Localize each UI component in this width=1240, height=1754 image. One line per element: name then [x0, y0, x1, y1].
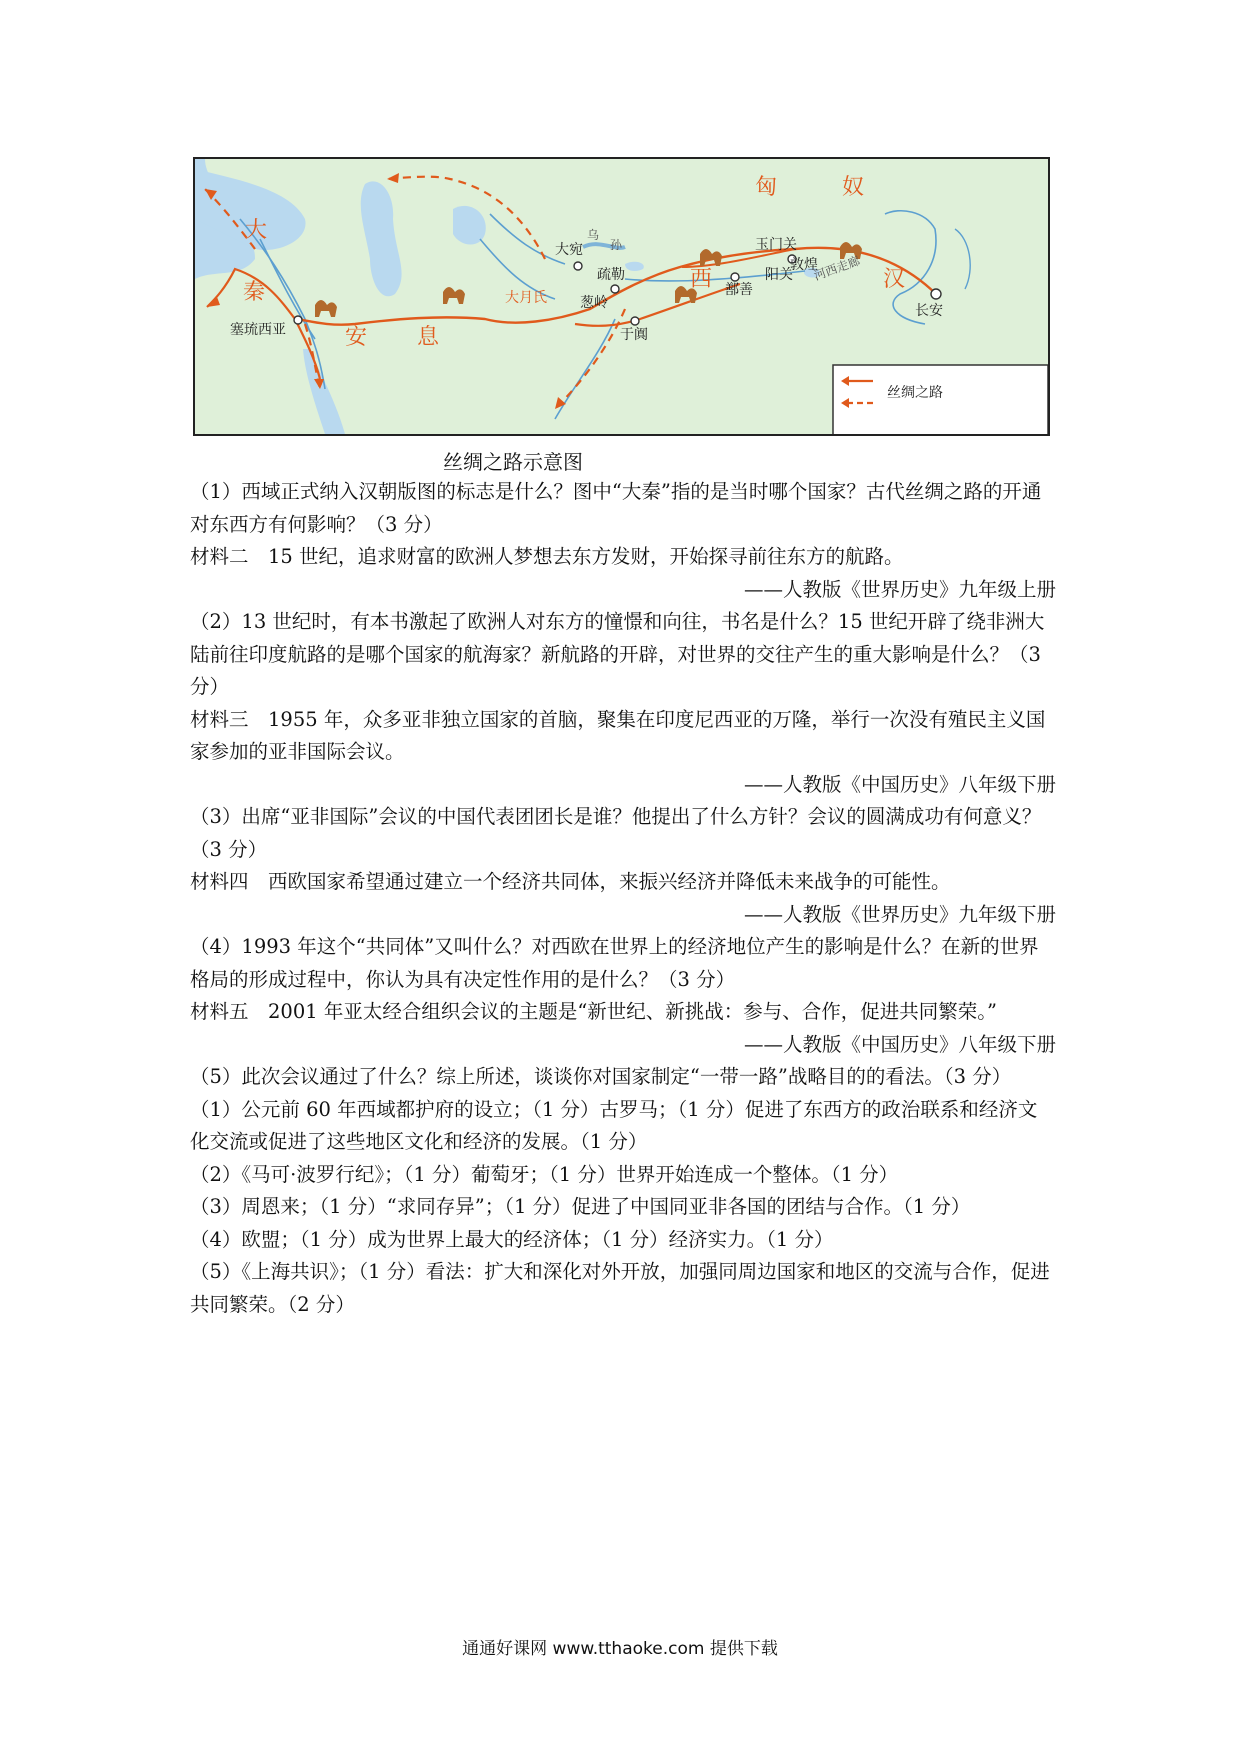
label-congling: 葱岭: [580, 295, 608, 311]
label-dayuan: 大宛: [555, 242, 583, 258]
label-wusun-2: 孙: [610, 238, 623, 252]
label-anxi-1: 安: [345, 325, 368, 350]
map-svg: [195, 159, 1048, 434]
legend-label: 丝绸之路: [887, 385, 943, 401]
material-2: 材料二 15 世纪，追求财富的欧洲人梦想去东方发财，开始探寻前往东方的航路。: [190, 545, 904, 568]
label-shule: 疏勒: [597, 267, 625, 283]
question-1: （1）西域正式纳入汉朝版图的标志是什么？图中“大秦”指的是当时哪个国家？古代丝绸之路的开通对东西方有何影响？（3 分）: [190, 480, 1042, 536]
label-yangguan: 阳关: [765, 267, 793, 283]
label-han: 汉: [883, 267, 906, 292]
label-hexi: 河西走廊: [811, 253, 862, 284]
label-yutian: 于阗: [620, 327, 648, 343]
label-selixiya: 塞琉西亚: [230, 322, 286, 338]
silk-road-map: [193, 157, 1050, 436]
label-xi: 西: [690, 267, 713, 292]
arrow-head-india: [555, 397, 566, 409]
answer-5: （5）《上海共识》；（1 分）看法：扩大和深化对外开放，加强同周边国家和地区的交流与合作，促进共同繁荣。（2 分）: [190, 1260, 1050, 1316]
issyk-lake: [625, 262, 644, 271]
city-dot-shule: [611, 285, 619, 293]
label-daqin-1: 大: [245, 218, 268, 243]
camel-icon: [443, 287, 465, 304]
label-wusun-1: 乌: [587, 228, 600, 242]
map-caption: 丝绸之路示意图: [443, 450, 583, 474]
material-5: 材料五 2001 年亚太经合组织会议的主题是“新世纪、新挑战：参与、合作，促进共同繁荣。”: [190, 1000, 998, 1023]
answer-1: （1）公元前 60 年西域都护府的设立；（1 分）古罗马；（1 分）促进了东西方的政治联系和经济文化交流或促进了这些地区文化和经济的发展。（1 分）: [190, 1097, 1038, 1153]
question-4: （4）1993 年这个“共同体”又叫什么？对西欧在世界上的经济地位产生的影响是什么？在新的世界格局的形成过程中，你认为具有决定性作用的是什么？（3 分）: [190, 935, 1039, 991]
city-dot-shanshan: [731, 273, 739, 281]
river-huang-upper: [955, 229, 970, 289]
map-legend: [833, 365, 1048, 434]
aral-sea: [453, 206, 486, 245]
material-3-source: ——人教版《中国历史》八年级下册: [743, 772, 1056, 796]
answer-3: （3）周恩来；（1 分）“求同存异”；（1 分）促进了中国同亚非各国的团结与合作。（1 分）: [190, 1195, 971, 1218]
label-daqin-2: 秦: [243, 280, 266, 305]
city-dot-yutian: [631, 317, 639, 325]
label-yumenguan: 玉门关: [755, 237, 797, 253]
city-dot-selixiya: [294, 316, 302, 324]
label-changan: 长安: [915, 303, 943, 319]
answer-4: （4）欧盟；（1 分）成为世界上最大的经济体；（1 分）经济实力。（1 分）: [190, 1227, 834, 1251]
material-3: 材料三 1955 年，众多亚非独立国家的首脑，聚集在印度尼西亚的万隆，举行一次没有殖民主义国家参加的亚非国际会议。: [190, 707, 1046, 763]
caspian-sea: [361, 181, 402, 296]
label-xiongnu-2: 奴: [842, 175, 865, 200]
camel-icon: [315, 300, 337, 317]
river-syr: [490, 214, 565, 264]
material-2-source: ——人教版《世界历史》九年级上册: [743, 577, 1056, 601]
camel-icon: [700, 249, 722, 266]
question-5: （5）此次会议通过了什么？综上所述，谈谈你对国家制定“一带一路”战略目的的看法。（3 分）: [190, 1065, 1012, 1088]
question-content: [190, 476, 1056, 1321]
material-4: 材料四 西欧国家希望通过建立一个经济共同体，来振兴经济并降低未来战争的可能性。: [190, 870, 951, 893]
persian-gulf: [303, 349, 345, 434]
arrow-head-west-rome: [207, 297, 220, 307]
label-shanshan: 鄯善: [725, 282, 753, 298]
label-dunhuang: 敦煌: [790, 257, 818, 273]
material-4-source: ——人教版《世界历史》九年级下册: [743, 902, 1056, 926]
label-xiongnu-1: 匈: [755, 175, 778, 200]
question-2: （2）13 世纪时，有本书激起了欧洲人对东方的憧憬和向往，书名是什么？15 世纪开辟了绕非洲大陆前往印度航路的是哪个国家的航海家？新航路的开辟，对世界的交往产生的重大影响是什么？（3 分）: [190, 610, 1045, 698]
label-anxi-2: 息: [417, 325, 440, 350]
city-dot-dayuan: [574, 262, 582, 270]
city-dot-changan: [931, 289, 941, 299]
question-3: （3）出席“亚非国际”会议的中国代表团团长是谁？他提出了什么方针？会议的圆满成功有何意义？（3 分）: [190, 805, 1042, 861]
answer-2: （2）《马可·波罗行纪》；（1 分）葡萄牙；（1 分）世界开始连成一个整体。（1 分）: [190, 1162, 899, 1186]
label-dayuezhi: 大月氏: [505, 290, 547, 306]
footer: 通通好课网 www.tthaoke.com 提供下载: [462, 1639, 778, 1659]
material-5-source: ——人教版《中国历史》八年级下册: [743, 1032, 1056, 1056]
